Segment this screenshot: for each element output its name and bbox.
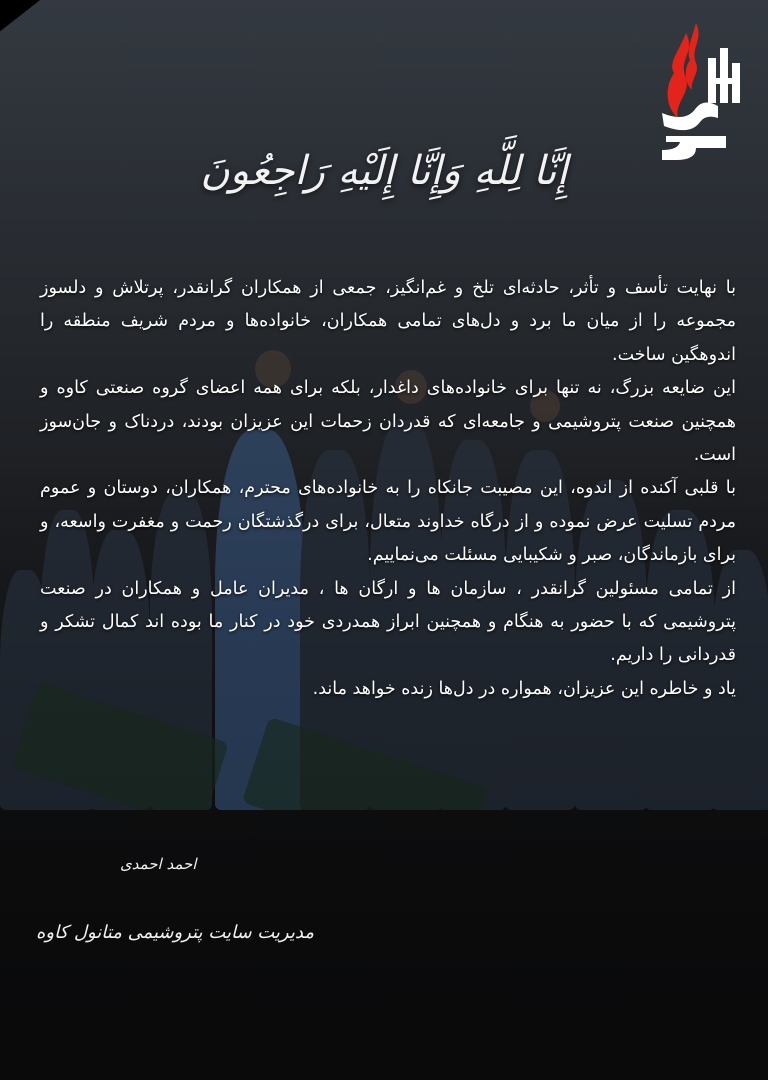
message-paragraph-2: این ضایعه بزرگ، نه تنها برای خانواده‌های داغدار، بلکه برای همه اعضای گروه صنعتی کاوه و همچنین صنعت پتروشیمی و جامعه‌ای که قدردان زحمات این عزیزان بودند، دردناک و جان‌سوز است. bbox=[40, 378, 736, 466]
message-paragraph-1: با نهایت تأسف و تأثر، حادثه‌ای تلخ و غم‌انگیز، جمعی از همکاران گرانقدر، پرتلاش و دلسوز مجموعه را از میان ما برد و دل‌های تمامی همکاران، خانواده‌ها و مردم شریف منطقه را اندوهگین ساخت. bbox=[40, 278, 736, 365]
message-paragraph-5: یاد و خاطره این عزیزان، همواره در دل‌ها زنده خواهد ماند. bbox=[312, 678, 736, 699]
condolence-message bbox=[40, 272, 736, 706]
signature-title: مدیریت سایت پتروشیمی متانول کاوه bbox=[36, 922, 314, 943]
kaveh-flame-logo-icon bbox=[656, 18, 746, 168]
message-paragraph-4: از تمامی مسئولین گرانقدر ، سازمان ها و ارگان ها ، مدیران عامل و همکاران در صنعت پتروشیمی که با حضور به هنگام و همچنین ابراز همدردی خود در کنار ما بوده اند کمال تشکر و قدردانی را داریم. bbox=[40, 578, 736, 666]
message-paragraph-3: با قلبی آکنده از اندوه، این مصیبت جانکاه را به خانواده‌های محترم، همکاران، دوستان و عموم مردم تسلیت عرض نموده و از درگاه خداوند متعال، برای درگذشتگان رحمت و مغفرت واسعه، و برای بازماندگان، صبر و شکیبایی مسئلت می‌نماییم. bbox=[40, 478, 736, 566]
quran-verse-title: إِنَّا لِلَّهِ وَإِنَّا إِلَيْهِ رَاجِعُونَ bbox=[200, 148, 568, 194]
signer-name: احمد احمدی bbox=[120, 855, 197, 873]
